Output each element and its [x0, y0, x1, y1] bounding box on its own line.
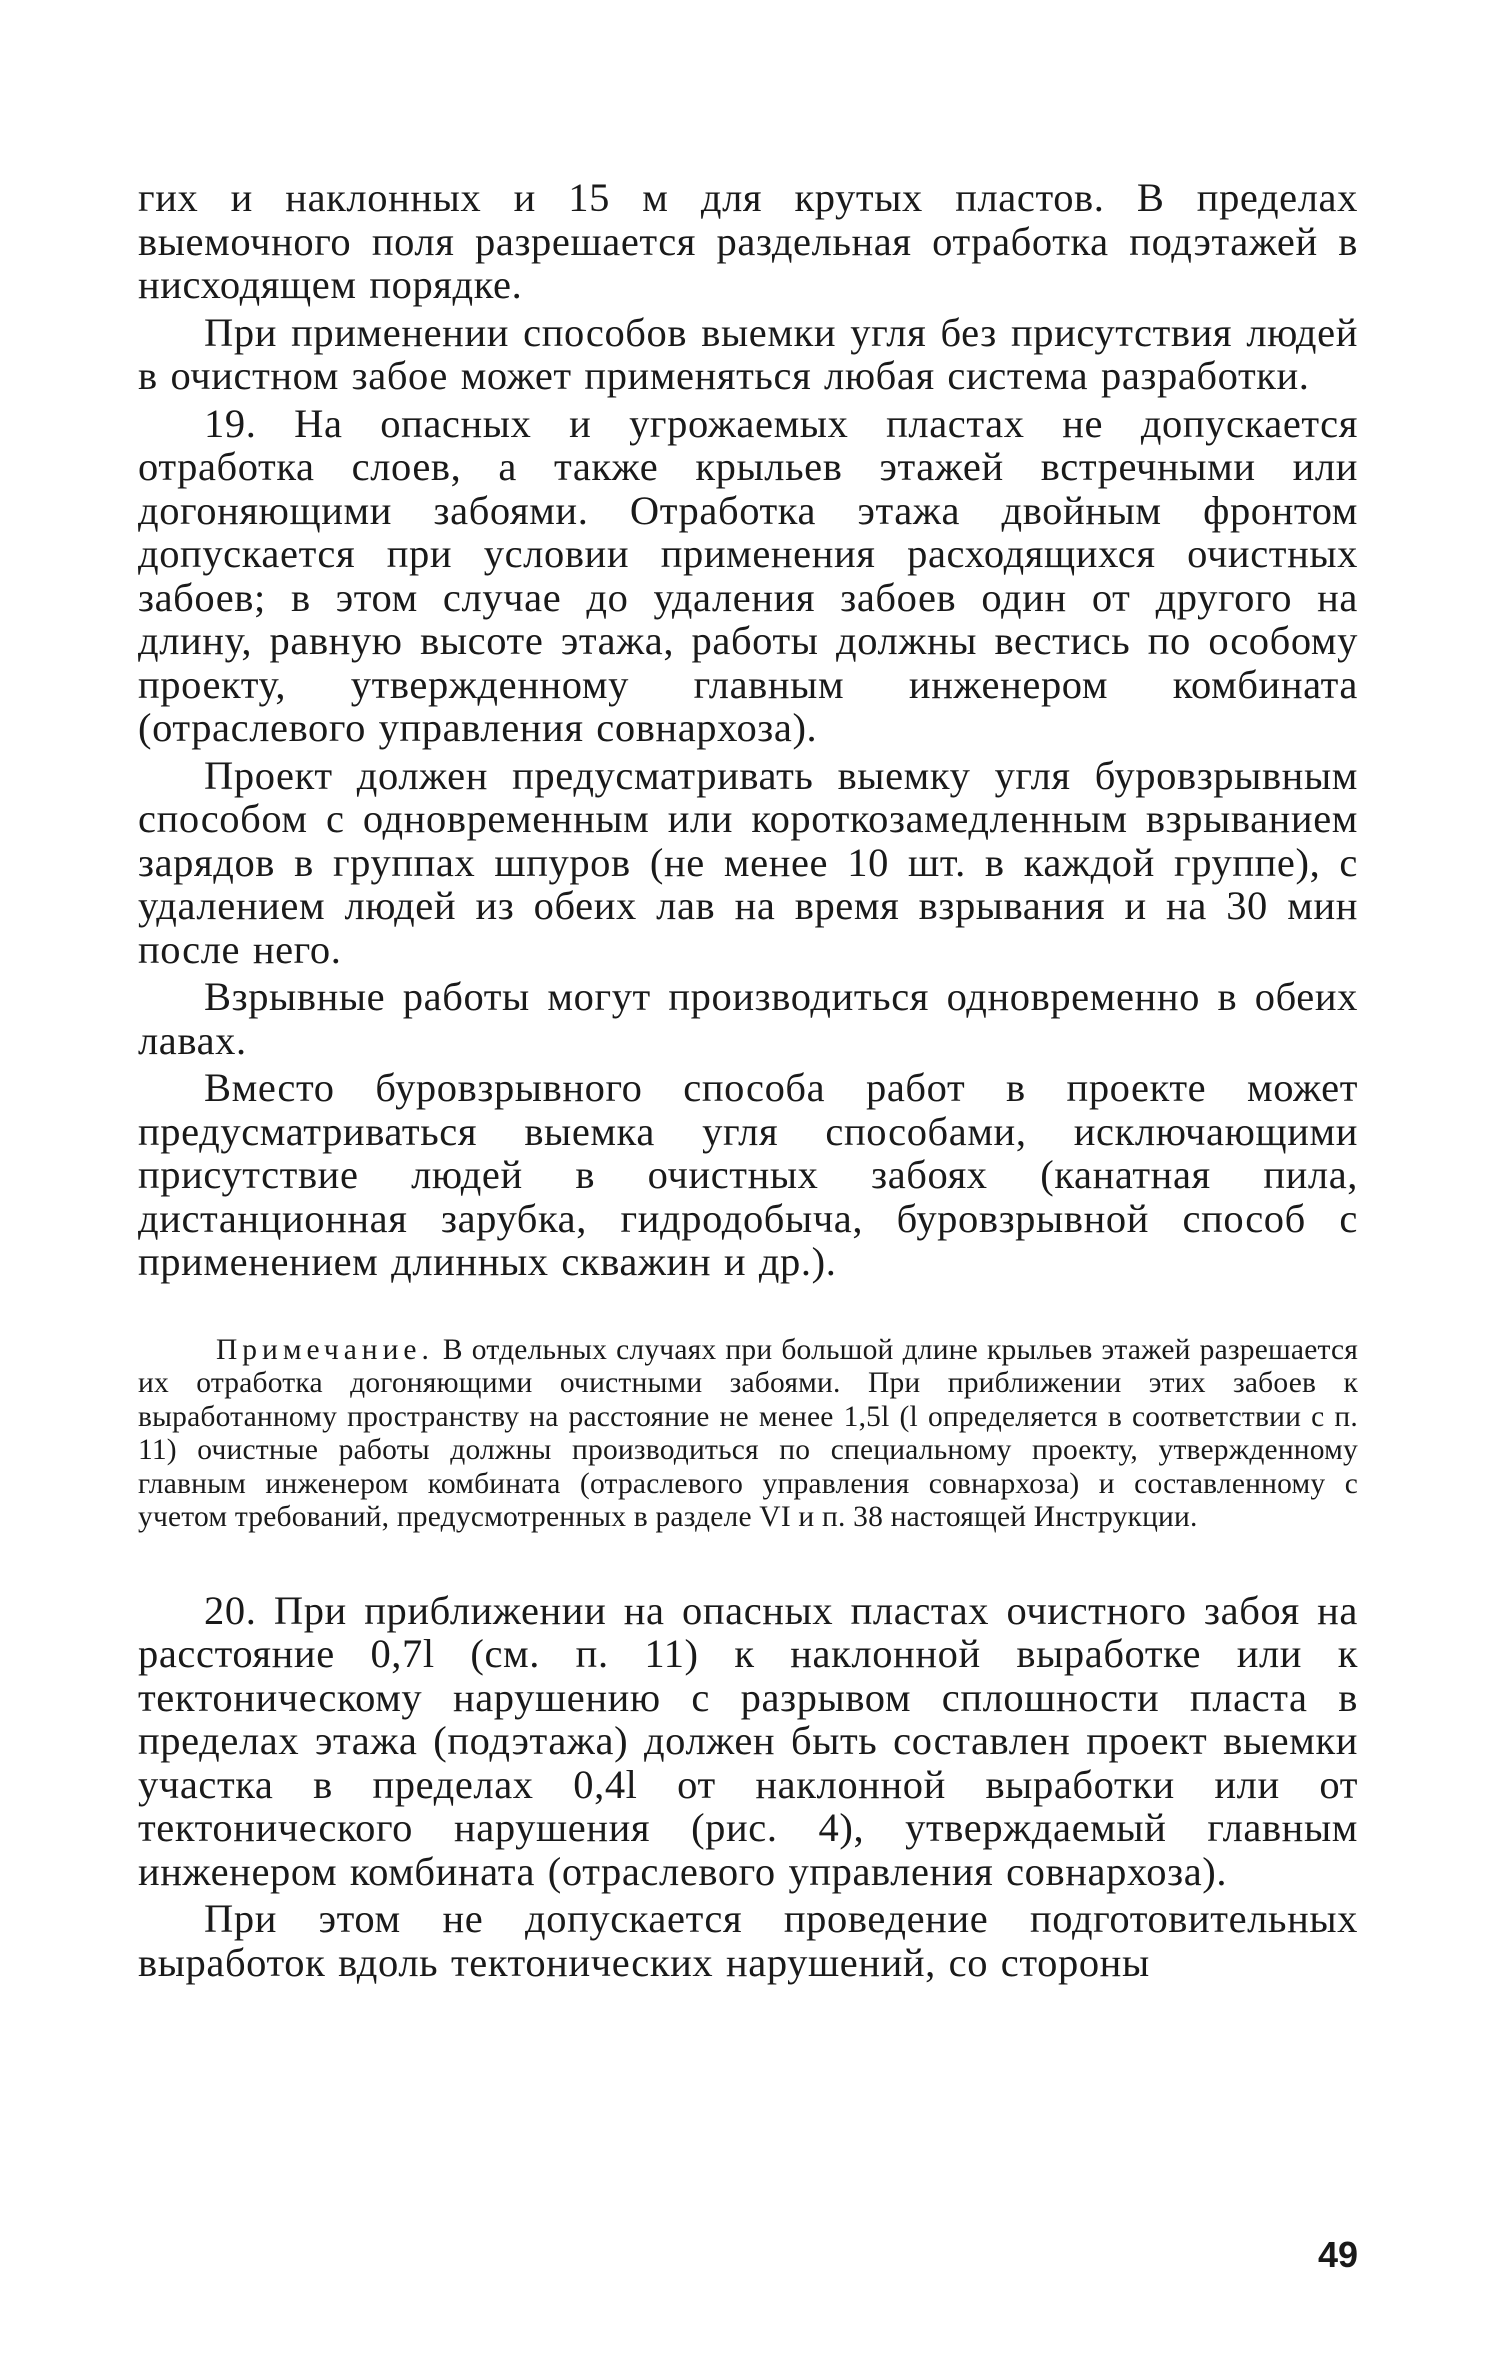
paragraph-project-requirements: Проект должен предусматривать выемку угля буровзрывным способом с одновременным или короткозамедленным взрыванием зарядов в группах шпуров (не менее 10 шт. в каждой группе), с удалением людей из обеих лав на время взрывания и на 30 мин после него.: [138, 752, 1358, 972]
document-page: [138, 176, 1358, 1984]
paragraph-item-19: 19. На опасных и угрожаемых пластах не допускается отработка слоев, а также крыльев этажей встречными или догоняющими забоями. Отработка этажа двойным фронтом допускается при условии применения расходящихся очистных забоев; в этом случае до удаления забоев один от другого на длину, равную высоте этажа, работы должны вестись по особому проекту, утвержденному главным инженером комбината (отраслевого управления совнархоза).: [138, 400, 1358, 750]
note-text: В отдельных случаях при большой длине крыльев этажей разрешается их отработка догоняющими очистными забоями. При приближении этих забоев к выработанному пространству на расстояние не менее 1,5l (l определяется в соответствии с п. 11) очистные работы должны производиться по специальному проекту, утвержденному главным инженером комбината (отраслевого управления совнархоза) и составленному с учетом требований, предусмотренных в разделе VI и п. 38 настоящей Инструкции.: [138, 1333, 1359, 1533]
paragraph-alternative-methods: Вместо буровзрывного способа работ в проекте может предусматриваться выемка угля способами, исключающими присутствие людей в очистных забоях (канатная пила, дистанционная зарубка, гидродобыча, буровзрывной способ с применением длинных скважин и др.).: [138, 1065, 1358, 1284]
note-label: Примечание.: [216, 1333, 434, 1366]
paragraph-coal-extraction-without-people: При применении способов выемки угля без присутствия людей в очистном забое может применяться любая система разработки.: [138, 309, 1358, 398]
paragraph-blasting-works: Взрывные работы могут производиться одновременно в обеих лавах.: [138, 974, 1358, 1063]
paragraph-preparatory-workings: При этом не допускается проведение подготовительных выработок вдоль тектонических нарушений, со стороны: [138, 1896, 1358, 1985]
page-number: 49: [1318, 2234, 1359, 2275]
note-block: [138, 1334, 1358, 1535]
paragraph-item-20: 20. При приближении на опасных пластах очистного забоя на расстояние 0,7l (см. п. 11) к наклонной выработке или к тектоническому нарушению с разрывом сплошности пласта в пределах этажа (подэтажа) должен быть составлен проект выемки участка в пределах 0,4l от наклонной выработки или от тектонического нарушения (рис. 4), утверждаемый главным инженером комбината (отраслевого управления совнархоза).: [138, 1587, 1358, 1894]
paragraph-continuation: гих и наклонных и 15 м для крутых пластов. В пределах выемочного поля разрешается раздельная отработка подэтажей в нисходящем порядке.: [138, 175, 1358, 307]
